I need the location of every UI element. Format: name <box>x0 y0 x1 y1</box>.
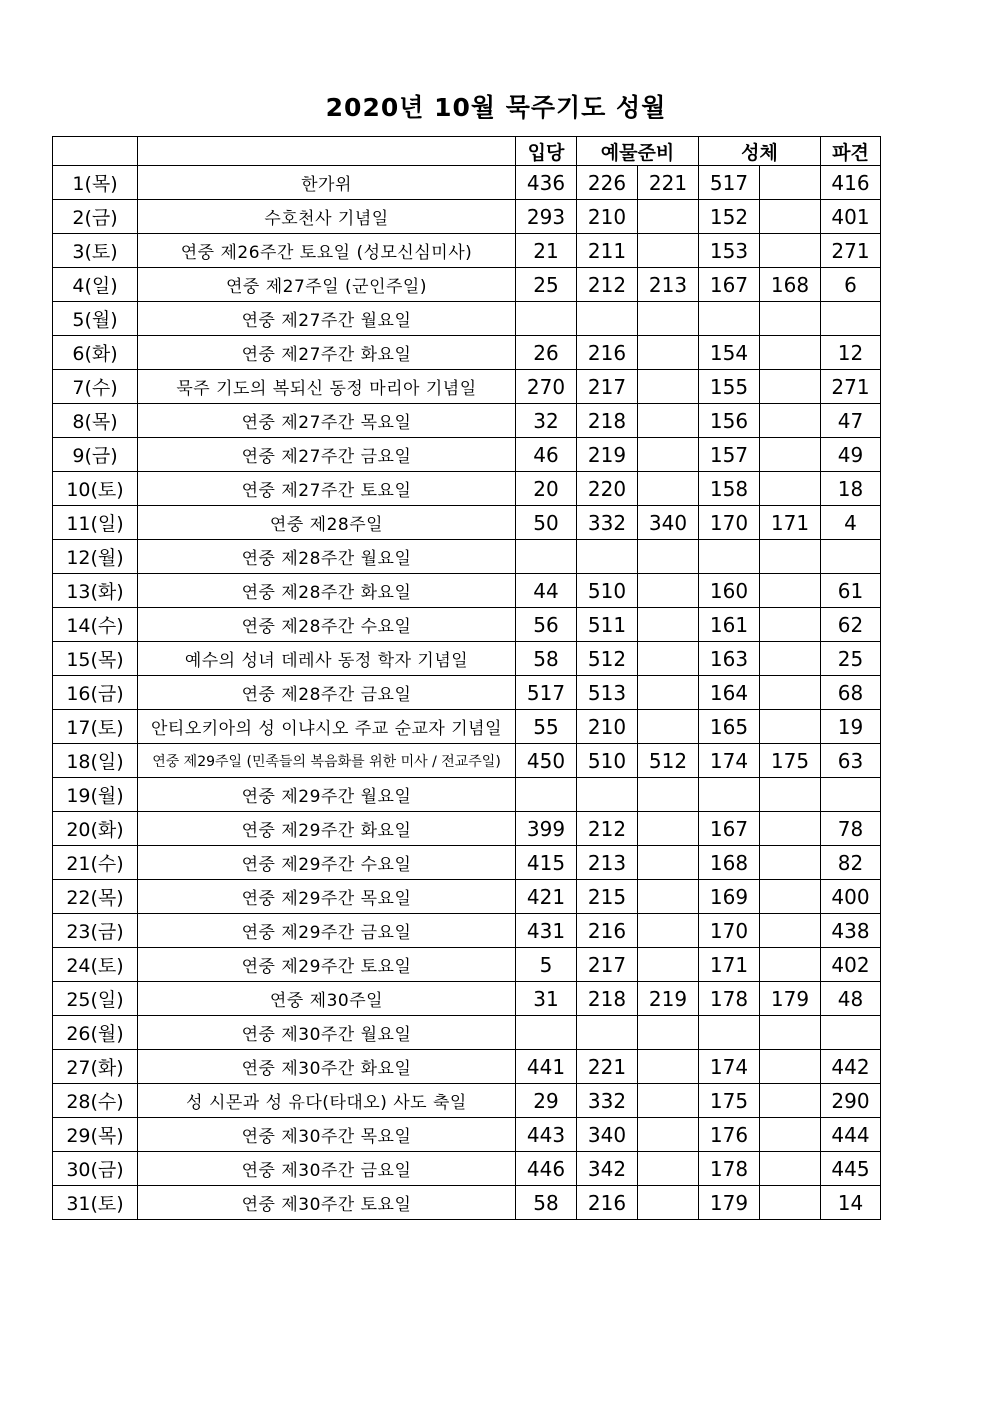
communion-cell-1: 161 <box>699 608 760 642</box>
entrance-cell: 517 <box>516 676 577 710</box>
dismissal-cell: 48 <box>821 982 881 1016</box>
feast-cell: 연중 제28주간 월요일 <box>138 540 516 574</box>
table-row <box>53 574 881 608</box>
feast-cell: 연중 제30주간 금요일 <box>138 1152 516 1186</box>
feast-cell: 연중 제27주간 화요일 <box>138 336 516 370</box>
offertory-cell-1 <box>577 1016 638 1050</box>
feast-cell: 연중 제29주간 화요일 <box>138 812 516 846</box>
communion-cell-2 <box>760 336 821 370</box>
entrance-cell <box>516 1016 577 1050</box>
dismissal-cell: 290 <box>821 1084 881 1118</box>
communion-cell-2 <box>760 166 821 200</box>
communion-cell-2 <box>760 778 821 812</box>
feast-cell: 연중 제30주간 화요일 <box>138 1050 516 1084</box>
dismissal-cell: 25 <box>821 642 881 676</box>
communion-cell-1: 174 <box>699 1050 760 1084</box>
entrance-cell: 421 <box>516 880 577 914</box>
day-cell: 20(화) <box>53 812 138 846</box>
communion-cell-1 <box>699 302 760 336</box>
table-row <box>53 336 881 370</box>
offertory-cell-2 <box>638 234 699 268</box>
communion-cell-2 <box>760 574 821 608</box>
table-row <box>53 506 881 540</box>
dismissal-cell: 68 <box>821 676 881 710</box>
offertory-cell-2 <box>638 574 699 608</box>
day-cell: 21(수) <box>53 846 138 880</box>
table-row <box>53 948 881 982</box>
entrance-cell: 5 <box>516 948 577 982</box>
communion-cell-1: 175 <box>699 1084 760 1118</box>
table-row <box>53 540 881 574</box>
offertory-cell-2 <box>638 438 699 472</box>
dismissal-cell <box>821 1016 881 1050</box>
entrance-cell: 20 <box>516 472 577 506</box>
communion-cell-2 <box>760 846 821 880</box>
communion-cell-1: 170 <box>699 506 760 540</box>
dismissal-cell: 402 <box>821 948 881 982</box>
day-cell: 5(월) <box>53 302 138 336</box>
dismissal-cell: 400 <box>821 880 881 914</box>
entrance-cell: 436 <box>516 166 577 200</box>
offertory-cell-1: 513 <box>577 676 638 710</box>
day-cell: 13(화) <box>53 574 138 608</box>
table-row <box>53 1186 881 1220</box>
communion-cell-2 <box>760 302 821 336</box>
communion-cell-1: 171 <box>699 948 760 982</box>
communion-cell-2 <box>760 1152 821 1186</box>
offertory-cell-1: 510 <box>577 574 638 608</box>
dismissal-cell: 14 <box>821 1186 881 1220</box>
dismissal-cell: 444 <box>821 1118 881 1152</box>
communion-cell-1: 174 <box>699 744 760 778</box>
schedule-body <box>53 166 881 1220</box>
communion-cell-2: 175 <box>760 744 821 778</box>
day-cell: 31(토) <box>53 1186 138 1220</box>
communion-cell-1: 160 <box>699 574 760 608</box>
dismissal-cell <box>821 302 881 336</box>
day-cell: 24(토) <box>53 948 138 982</box>
communion-cell-2 <box>760 472 821 506</box>
offertory-cell-2 <box>638 1186 699 1220</box>
communion-cell-1: 170 <box>699 914 760 948</box>
offertory-cell-2: 213 <box>638 268 699 302</box>
entrance-cell: 21 <box>516 234 577 268</box>
dismissal-cell: 49 <box>821 438 881 472</box>
entrance-cell: 56 <box>516 608 577 642</box>
feast-cell: 연중 제27주간 목요일 <box>138 404 516 438</box>
feast-cell: 연중 제30주간 토요일 <box>138 1186 516 1220</box>
table-row <box>53 268 881 302</box>
dismissal-cell: 4 <box>821 506 881 540</box>
communion-cell-1: 155 <box>699 370 760 404</box>
offertory-cell-2 <box>638 880 699 914</box>
communion-cell-2: 168 <box>760 268 821 302</box>
communion-cell-1: 154 <box>699 336 760 370</box>
table-row <box>53 914 881 948</box>
offertory-cell-1: 340 <box>577 1118 638 1152</box>
communion-cell-1 <box>699 540 760 574</box>
entrance-cell <box>516 302 577 336</box>
offertory-cell-2 <box>638 1084 699 1118</box>
offertory-cell-2 <box>638 608 699 642</box>
communion-cell-1: 157 <box>699 438 760 472</box>
communion-cell-1: 169 <box>699 880 760 914</box>
dismissal-cell <box>821 778 881 812</box>
table-row <box>53 880 881 914</box>
offertory-cell-1: 216 <box>577 914 638 948</box>
entrance-cell: 55 <box>516 710 577 744</box>
offertory-cell-1: 219 <box>577 438 638 472</box>
communion-cell-1: 165 <box>699 710 760 744</box>
offertory-cell-2 <box>638 846 699 880</box>
communion-cell-1: 517 <box>699 166 760 200</box>
communion-cell-2 <box>760 880 821 914</box>
hymn-schedule-table <box>52 136 881 1220</box>
offertory-cell-1: 217 <box>577 948 638 982</box>
communion-cell-2 <box>760 438 821 472</box>
communion-cell-2 <box>760 710 821 744</box>
offertory-cell-1: 217 <box>577 370 638 404</box>
header-communion: 성체 <box>699 137 821 166</box>
offertory-cell-1: 212 <box>577 268 638 302</box>
offertory-cell-1: 332 <box>577 506 638 540</box>
feast-cell: 묵주 기도의 복되신 동정 마리아 기념일 <box>138 370 516 404</box>
offertory-cell-1: 221 <box>577 1050 638 1084</box>
day-cell: 18(일) <box>53 744 138 778</box>
table-row <box>53 438 881 472</box>
communion-cell-1: 156 <box>699 404 760 438</box>
dismissal-cell: 416 <box>821 166 881 200</box>
day-cell: 4(일) <box>53 268 138 302</box>
table-row <box>53 404 881 438</box>
dismissal-cell: 63 <box>821 744 881 778</box>
dismissal-cell: 61 <box>821 574 881 608</box>
day-cell: 8(목) <box>53 404 138 438</box>
offertory-cell-2 <box>638 1016 699 1050</box>
communion-cell-1 <box>699 1016 760 1050</box>
feast-cell: 연중 제27주일 (군인주일) <box>138 268 516 302</box>
feast-cell: 한가위 <box>138 166 516 200</box>
communion-cell-1: 178 <box>699 982 760 1016</box>
communion-cell-1: 168 <box>699 846 760 880</box>
dismissal-cell: 442 <box>821 1050 881 1084</box>
table-row <box>53 370 881 404</box>
day-cell: 29(목) <box>53 1118 138 1152</box>
offertory-cell-2 <box>638 540 699 574</box>
entrance-cell: 270 <box>516 370 577 404</box>
feast-cell: 연중 제27주간 월요일 <box>138 302 516 336</box>
communion-cell-1 <box>699 778 760 812</box>
communion-cell-1: 167 <box>699 268 760 302</box>
offertory-cell-2 <box>638 336 699 370</box>
communion-cell-2: 179 <box>760 982 821 1016</box>
communion-cell-2 <box>760 1050 821 1084</box>
day-cell: 23(금) <box>53 914 138 948</box>
offertory-cell-1: 212 <box>577 812 638 846</box>
communion-cell-2 <box>760 234 821 268</box>
offertory-cell-2 <box>638 370 699 404</box>
table-row <box>53 982 881 1016</box>
offertory-cell-2 <box>638 778 699 812</box>
header-feast <box>138 137 516 166</box>
feast-cell: 연중 제30주일 <box>138 982 516 1016</box>
header-row <box>53 137 881 166</box>
feast-cell: 연중 제28주일 <box>138 506 516 540</box>
dismissal-cell: 271 <box>821 234 881 268</box>
offertory-cell-1: 216 <box>577 336 638 370</box>
entrance-cell: 446 <box>516 1152 577 1186</box>
entrance-cell <box>516 540 577 574</box>
day-cell: 11(일) <box>53 506 138 540</box>
feast-cell: 연중 제26주간 토요일 (성모신심미사) <box>138 234 516 268</box>
offertory-cell-1: 220 <box>577 472 638 506</box>
offertory-cell-1: 210 <box>577 710 638 744</box>
day-cell: 1(목) <box>53 166 138 200</box>
table-row <box>53 744 881 778</box>
communion-cell-1: 179 <box>699 1186 760 1220</box>
feast-cell: 연중 제29주간 목요일 <box>138 880 516 914</box>
day-cell: 28(수) <box>53 1084 138 1118</box>
offertory-cell-1: 216 <box>577 1186 638 1220</box>
entrance-cell: 293 <box>516 200 577 234</box>
entrance-cell: 58 <box>516 1186 577 1220</box>
offertory-cell-1: 511 <box>577 608 638 642</box>
offertory-cell-2 <box>638 710 699 744</box>
header-dismissal: 파견 <box>821 137 881 166</box>
offertory-cell-1 <box>577 302 638 336</box>
dismissal-cell: 82 <box>821 846 881 880</box>
day-cell: 7(수) <box>53 370 138 404</box>
table-row <box>53 302 881 336</box>
dismissal-cell: 47 <box>821 404 881 438</box>
offertory-cell-2 <box>638 1152 699 1186</box>
entrance-cell: 399 <box>516 812 577 846</box>
page-title: 2020년 10월 묵주기도 성월 <box>325 93 667 122</box>
day-cell: 26(월) <box>53 1016 138 1050</box>
offertory-cell-2: 219 <box>638 982 699 1016</box>
dismissal-cell: 19 <box>821 710 881 744</box>
table-row <box>53 166 881 200</box>
feast-cell: 연중 제30주간 월요일 <box>138 1016 516 1050</box>
feast-cell: 연중 제28주간 화요일 <box>138 574 516 608</box>
communion-cell-2 <box>760 1016 821 1050</box>
communion-cell-2 <box>760 404 821 438</box>
communion-cell-2 <box>760 370 821 404</box>
day-cell: 2(금) <box>53 200 138 234</box>
dismissal-cell: 271 <box>821 370 881 404</box>
table-row <box>53 1084 881 1118</box>
communion-cell-2 <box>760 676 821 710</box>
communion-cell-2 <box>760 642 821 676</box>
offertory-cell-2 <box>638 948 699 982</box>
feast-cell: 예수의 성녀 데레사 동정 학자 기념일 <box>138 642 516 676</box>
dismissal-cell: 62 <box>821 608 881 642</box>
day-cell: 19(월) <box>53 778 138 812</box>
entrance-cell: 441 <box>516 1050 577 1084</box>
communion-cell-1: 153 <box>699 234 760 268</box>
feast-cell: 연중 제27주간 금요일 <box>138 438 516 472</box>
table-row <box>53 1050 881 1084</box>
entrance-cell: 25 <box>516 268 577 302</box>
offertory-cell-1: 332 <box>577 1084 638 1118</box>
communion-cell-2 <box>760 540 821 574</box>
feast-cell: 성 시몬과 성 유다(타대오) 사도 축일 <box>138 1084 516 1118</box>
dismissal-cell: 401 <box>821 200 881 234</box>
communion-cell-1: 167 <box>699 812 760 846</box>
offertory-cell-1: 512 <box>577 642 638 676</box>
day-cell: 15(목) <box>53 642 138 676</box>
offertory-cell-2 <box>638 914 699 948</box>
feast-cell: 연중 제29주간 토요일 <box>138 948 516 982</box>
communion-cell-1: 158 <box>699 472 760 506</box>
offertory-cell-2 <box>638 404 699 438</box>
offertory-cell-1: 510 <box>577 744 638 778</box>
dismissal-cell <box>821 540 881 574</box>
entrance-cell: 26 <box>516 336 577 370</box>
offertory-cell-1: 218 <box>577 982 638 1016</box>
dismissal-cell: 12 <box>821 336 881 370</box>
dismissal-cell: 18 <box>821 472 881 506</box>
entrance-cell: 443 <box>516 1118 577 1152</box>
communion-cell-2 <box>760 812 821 846</box>
communion-cell-2 <box>760 1186 821 1220</box>
communion-cell-2 <box>760 948 821 982</box>
communion-cell-2: 171 <box>760 506 821 540</box>
communion-cell-2 <box>760 608 821 642</box>
feast-cell: 연중 제30주간 목요일 <box>138 1118 516 1152</box>
day-cell: 12(월) <box>53 540 138 574</box>
offertory-cell-1: 211 <box>577 234 638 268</box>
entrance-cell <box>516 778 577 812</box>
offertory-cell-1: 342 <box>577 1152 638 1186</box>
table-row <box>53 200 881 234</box>
communion-cell-2 <box>760 1118 821 1152</box>
table-row <box>53 778 881 812</box>
communion-cell-1: 163 <box>699 642 760 676</box>
table-row <box>53 676 881 710</box>
offertory-cell-2 <box>638 1118 699 1152</box>
feast-cell: 연중 제29주간 수요일 <box>138 846 516 880</box>
table-row <box>53 1118 881 1152</box>
offertory-cell-1 <box>577 778 638 812</box>
entrance-cell: 415 <box>516 846 577 880</box>
table-row <box>53 846 881 880</box>
entrance-cell: 31 <box>516 982 577 1016</box>
offertory-cell-2 <box>638 642 699 676</box>
offertory-cell-2 <box>638 200 699 234</box>
offertory-cell-1: 215 <box>577 880 638 914</box>
table-row <box>53 812 881 846</box>
feast-cell: 연중 제28주간 수요일 <box>138 608 516 642</box>
communion-cell-1: 178 <box>699 1152 760 1186</box>
table-row <box>53 472 881 506</box>
feast-cell: 수호천사 기념일 <box>138 200 516 234</box>
header-day <box>53 137 138 166</box>
offertory-cell-2 <box>638 812 699 846</box>
day-cell: 22(목) <box>53 880 138 914</box>
offertory-cell-2 <box>638 472 699 506</box>
entrance-cell: 29 <box>516 1084 577 1118</box>
day-cell: 30(금) <box>53 1152 138 1186</box>
feast-cell: 연중 제27주간 토요일 <box>138 472 516 506</box>
day-cell: 27(화) <box>53 1050 138 1084</box>
offertory-cell-1: 213 <box>577 846 638 880</box>
table-row <box>53 1152 881 1186</box>
entrance-cell: 450 <box>516 744 577 778</box>
table-row <box>53 710 881 744</box>
offertory-cell-2: 340 <box>638 506 699 540</box>
offertory-cell-1: 210 <box>577 200 638 234</box>
entrance-cell: 431 <box>516 914 577 948</box>
offertory-cell-1: 218 <box>577 404 638 438</box>
communion-cell-1: 164 <box>699 676 760 710</box>
feast-cell: 연중 제28주간 금요일 <box>138 676 516 710</box>
dismissal-cell: 6 <box>821 268 881 302</box>
entrance-cell: 32 <box>516 404 577 438</box>
dismissal-cell: 78 <box>821 812 881 846</box>
dismissal-cell: 438 <box>821 914 881 948</box>
offertory-cell-2 <box>638 302 699 336</box>
day-cell: 6(화) <box>53 336 138 370</box>
day-cell: 14(수) <box>53 608 138 642</box>
offertory-cell-2 <box>638 1050 699 1084</box>
feast-cell: 연중 제29주간 금요일 <box>138 914 516 948</box>
entrance-cell: 58 <box>516 642 577 676</box>
entrance-cell: 50 <box>516 506 577 540</box>
offertory-cell-1: 226 <box>577 166 638 200</box>
dismissal-cell: 445 <box>821 1152 881 1186</box>
day-cell: 3(토) <box>53 234 138 268</box>
offertory-cell-1 <box>577 540 638 574</box>
day-cell: 16(금) <box>53 676 138 710</box>
feast-cell: 연중 제29주일 (민족들의 복음화를 위한 미사 / 전교주일) <box>138 744 516 778</box>
feast-cell: 연중 제29주간 월요일 <box>138 778 516 812</box>
feast-cell: 안티오키아의 성 이냐시오 주교 순교자 기념일 <box>138 710 516 744</box>
table-row <box>53 608 881 642</box>
entrance-cell: 46 <box>516 438 577 472</box>
table-row <box>53 642 881 676</box>
day-cell: 25(일) <box>53 982 138 1016</box>
entrance-cell: 44 <box>516 574 577 608</box>
offertory-cell-2: 221 <box>638 166 699 200</box>
day-cell: 9(금) <box>53 438 138 472</box>
header-entrance: 입당 <box>516 137 577 166</box>
communion-cell-2 <box>760 1084 821 1118</box>
offertory-cell-2 <box>638 676 699 710</box>
day-cell: 10(토) <box>53 472 138 506</box>
header-offertory: 예물준비 <box>577 137 699 166</box>
table-row <box>53 234 881 268</box>
table-row <box>53 1016 881 1050</box>
communion-cell-1: 176 <box>699 1118 760 1152</box>
offertory-cell-2: 512 <box>638 744 699 778</box>
communion-cell-2 <box>760 914 821 948</box>
communion-cell-2 <box>760 200 821 234</box>
communion-cell-1: 152 <box>699 200 760 234</box>
day-cell: 17(토) <box>53 710 138 744</box>
